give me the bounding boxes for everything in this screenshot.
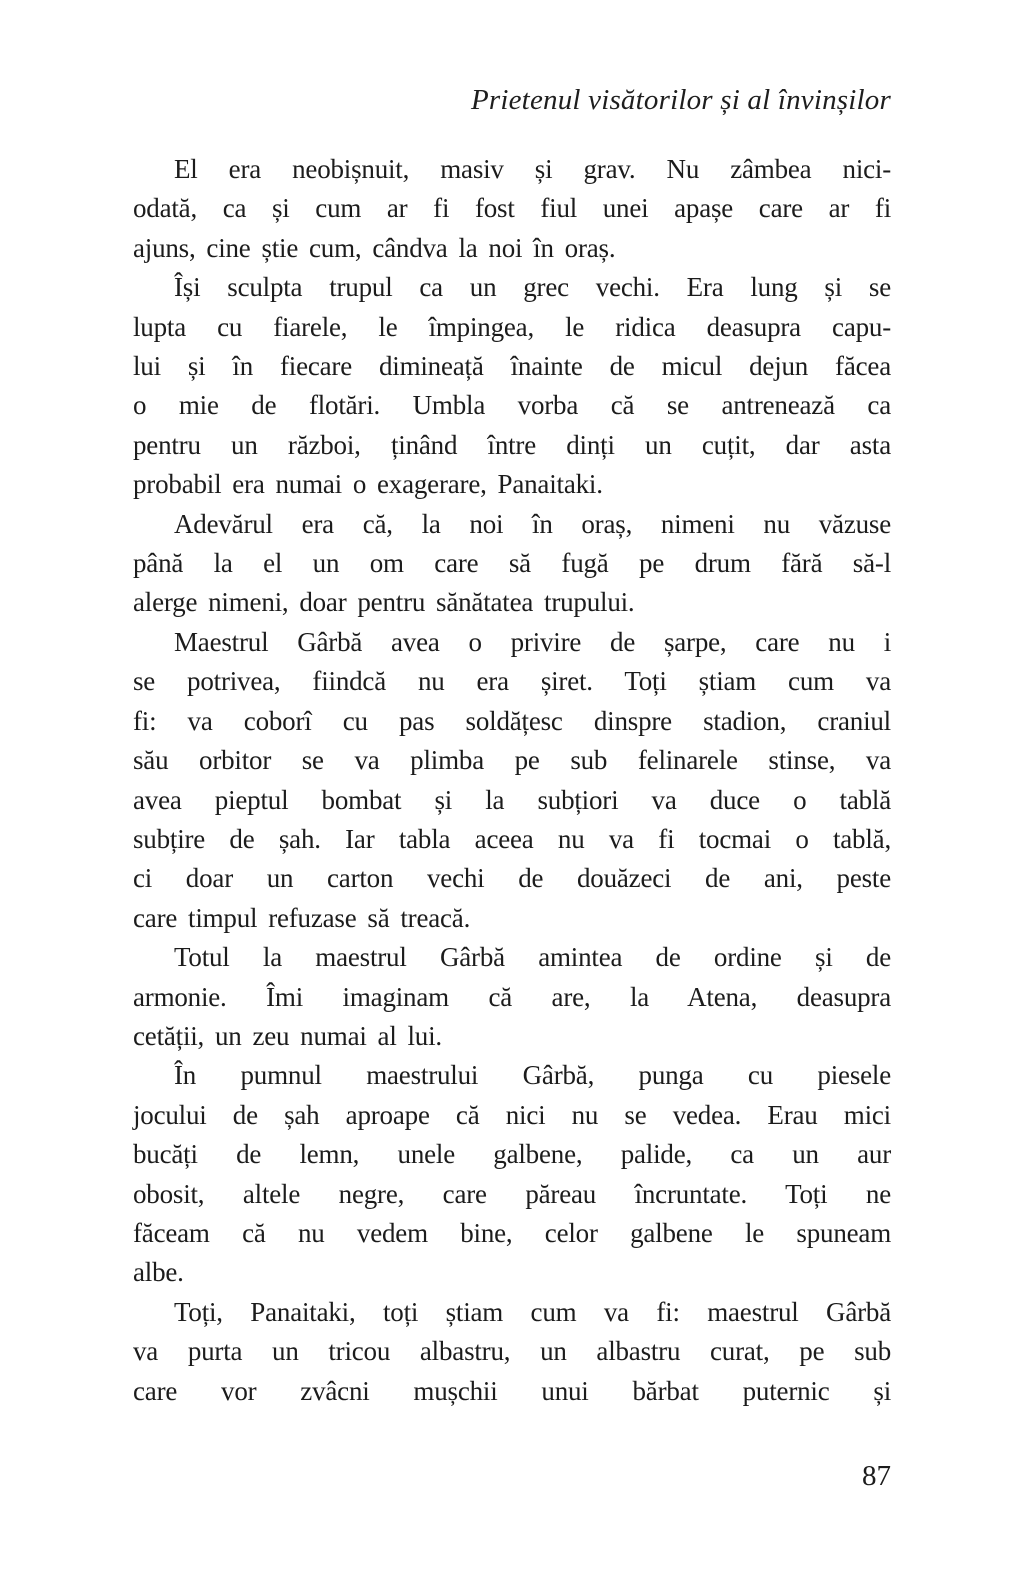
text-line: Totul la maestrul Gârbă amintea de ordine și de [174,942,891,973]
text-line: avea pieptul bombat și la subțiori va duce o tablă [133,784,891,815]
text-line: armonie. Îmi imaginam că are, la Atena, deasupra [133,981,891,1012]
paragraph [133,1293,891,1411]
text-line: care timpul refuzase să treacă. [133,902,471,933]
text-line: În pumnul maestrului Gârbă, punga cu piesele [174,1060,891,1091]
text-line: o mie de flotări. Umbla vorba că se antrenează ca [133,390,891,421]
text-line: obosit, altele negre, care păreau încruntate. Toți ne [133,1178,891,1209]
text-line: fi: va coborî cu pas soldățesc dinspre stadion, craniul [133,705,891,736]
text-line: până la el un om care să fugă pe drum fără să-l [133,548,891,579]
text-line: Adevărul era că, la noi în oraș, nimeni nu văzuse [174,508,891,539]
text-line: subțire de șah. Iar tabla aceea nu va fi tocmai o tablă, [133,823,891,854]
text-line: alerge nimeni, doar pentru sănătatea trupului. [133,587,635,618]
text-line: cetății, un zeu numai al lui. [133,1020,442,1051]
text-line: care vor zvâcni mușchii unui bărbat puternic și [133,1375,891,1406]
paragraph [133,623,891,938]
running-header: Prietenul visătorilor și al învinșilor [470,84,891,116]
text-line: El era neobișnuit, masiv și grav. Nu zâmbea nici- [174,154,891,184]
text-line: pentru un război, ținând între dinți un cuțit, dar asta [133,429,891,460]
text-line: Maestrul Gârbă avea o privire de șarpe, care nu i [174,626,891,657]
text-line: Își sculpta trupul ca un grec vechi. Era lung și se [174,272,891,303]
paragraph [133,505,891,623]
paragraph [133,938,891,1056]
text-line: jocului de șah aproape că nici nu se vedea. Erau mici [133,1099,891,1130]
text-line: va purta un tricou albastru, un albastru curat, pe sub [133,1336,891,1367]
text-line: ajuns, cine știe cum, cândva la noi în oraș. [133,232,616,263]
paragraph [133,1056,891,1292]
text-line: lui și în fiecare dimineață înainte de micul dejun făcea [133,351,891,382]
page-number: 87 [862,1460,891,1492]
text-line: ci doar un carton vechi de douăzeci de ani, peste [133,863,891,894]
text-line: probabil era numai o exagerare, Panaitaki. [133,469,603,500]
text-line: lupta cu fiarele, le împingea, le ridica deasupra capu- [133,311,891,342]
paragraph [133,268,891,504]
page-body [133,150,891,1411]
text-line: său orbitor se va plimba pe sub felinarele stinse, va [133,745,891,776]
paragraph [133,150,891,268]
text-line: Toți, Panaitaki, toți știam cum va fi: maestrul Gârbă [174,1296,891,1327]
text-line: făceam că nu vedem bine, celor galbene le spuneam [133,1217,891,1248]
text-line: bucăți de lemn, unele galbene, palide, ca un aur [133,1139,891,1170]
text-line: se potrivea, fiindcă nu era șiret. Toți știam cum va [133,666,891,697]
text-line: odată, ca și cum ar fi fost fiul unei apașe care ar fi [133,193,891,224]
text-line: albe. [133,1257,184,1288]
